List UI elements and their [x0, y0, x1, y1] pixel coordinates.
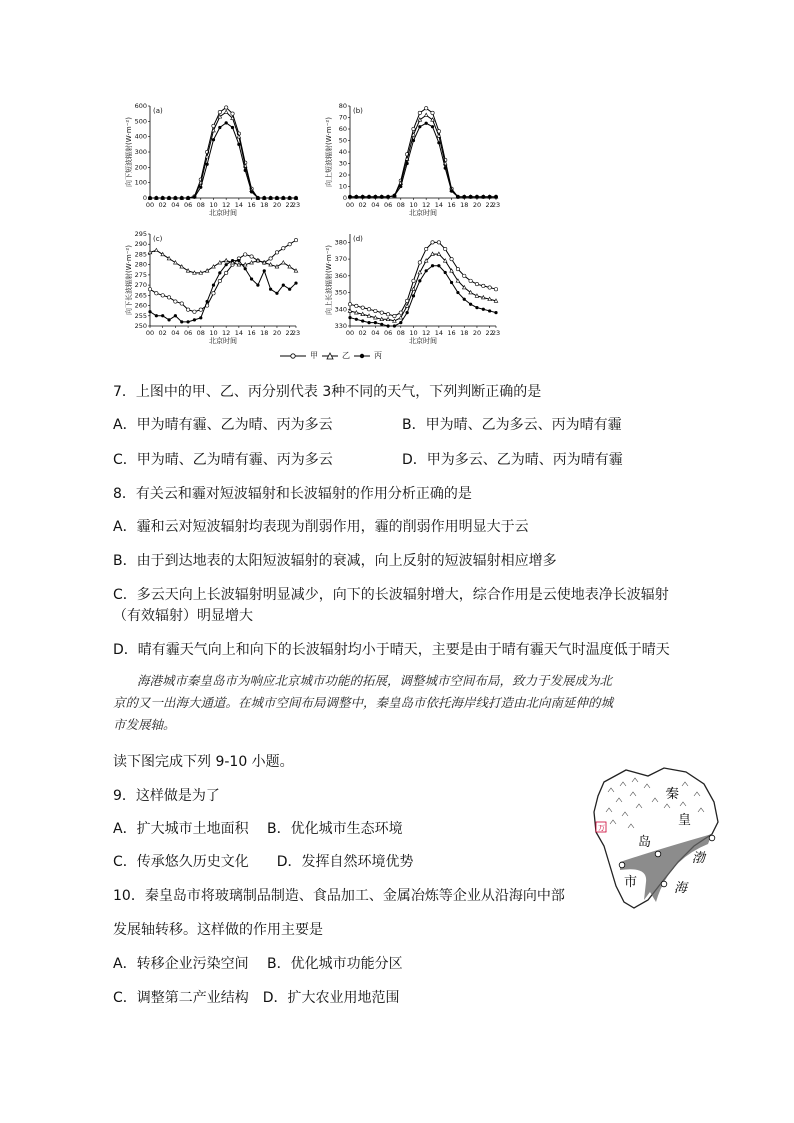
series-jia-line	[150, 240, 296, 312]
x-tick-label: 18	[260, 329, 269, 337]
x-tick-label: 10	[209, 201, 218, 209]
series-bing-line	[350, 123, 496, 197]
series-yi-line	[350, 115, 496, 197]
series-bing-point	[456, 195, 459, 198]
series-yi-point	[424, 113, 428, 116]
x-tick-label: 06	[183, 329, 193, 337]
x-tick-label: 00	[345, 201, 355, 209]
series-bing-point	[225, 121, 228, 124]
series-yi-line	[350, 254, 496, 321]
series-bing-point	[469, 195, 472, 198]
x-axis-label: 北京时间	[409, 209, 437, 217]
series-jia-point	[174, 300, 177, 303]
y-axis-label: 向下短波辐射(W·m⁻²)	[125, 117, 133, 187]
q9-options-cd[interactable]: C．传承悠久历史文化 D．发挥自然环境优势	[113, 854, 414, 870]
series-bing-point	[288, 288, 291, 291]
x-tick-label: 23	[291, 329, 301, 337]
series-jia-point	[437, 241, 440, 244]
y-tick-label: 50	[338, 136, 347, 145]
x-tick-label: 00	[145, 329, 155, 337]
series-bing-point	[355, 318, 358, 321]
series-bing-point	[386, 324, 389, 327]
x-tick-label: 23	[291, 201, 301, 209]
series-bing-point	[374, 321, 377, 324]
series-bing-point	[450, 281, 453, 284]
x-tick-label: 18	[460, 329, 469, 337]
x-tick-label: 16	[447, 201, 456, 209]
y-tick-label: 20	[338, 171, 347, 179]
q8-option-a[interactable]: A．霾和云对短波辐射均表现为削弱作用，霾的削弱作用明显大于云	[113, 519, 529, 535]
legend-label-bing: 丙	[374, 351, 382, 360]
series-bing-point	[418, 125, 421, 128]
legend-marker-jia	[280, 352, 306, 360]
series-jia-point	[193, 310, 196, 313]
y-tick-label: 70	[338, 113, 347, 122]
y-tick-label: 0	[142, 194, 147, 202]
passage-line-1: 海港城市秦皇岛市为响应北京城市功能的拓展，调整城市空间布局，致力于发展成为北	[137, 673, 613, 688]
x-tick-label: 12	[422, 329, 431, 337]
y-tick-label: 40	[338, 148, 347, 156]
x-tick-label: 22	[485, 201, 494, 209]
x-tick-label: 20	[272, 329, 282, 337]
series-yi-point	[155, 248, 159, 251]
y-tick-label: 265	[134, 291, 147, 300]
y-tick-label: 275	[134, 270, 147, 279]
x-tick-label: 10	[409, 201, 418, 209]
series-bing-point	[450, 190, 453, 193]
x-tick-label: 04	[171, 329, 180, 337]
series-bing-point	[231, 259, 234, 262]
x-tick-label: 20	[472, 201, 482, 209]
passage-line-2: 京的又一出海大通道。在城市空间布局调整中，秦皇岛市依托海岸线打造由北向南延伸的城	[113, 695, 614, 710]
series-bing-point	[186, 320, 189, 323]
x-axis-label: 北京时间	[409, 337, 437, 345]
map-char-3: 岛	[638, 835, 652, 850]
x-tick-label: 16	[247, 201, 256, 209]
series-jia-point	[450, 257, 453, 260]
series-jia-point	[424, 247, 427, 250]
series-bing-point	[186, 196, 189, 199]
x-tick-label: 00	[345, 329, 355, 337]
series-bing-point	[244, 169, 247, 172]
series-bing-point	[406, 311, 409, 314]
series-bing-point	[282, 196, 285, 199]
x-tick-label: 14	[434, 329, 444, 337]
series-jia-point	[212, 292, 215, 295]
series-bing-point	[475, 195, 478, 198]
series-jia-point	[494, 288, 497, 291]
y-tick-label: 330	[334, 322, 347, 330]
series-yi-point	[237, 135, 241, 138]
series-bing-point	[263, 196, 266, 199]
x-axis-label: 北京时间	[209, 337, 237, 345]
y-tick-label: 255	[134, 311, 147, 320]
y-tick-label: 285	[134, 250, 147, 259]
series-jia-point	[374, 309, 377, 312]
series-bing-point	[444, 271, 447, 274]
series-bing-point	[444, 167, 447, 170]
series-bing-point	[463, 298, 466, 301]
series-bing-point	[463, 195, 466, 198]
series-jia-point	[412, 279, 415, 282]
series-yi-point	[405, 304, 409, 307]
series-bing-point	[348, 195, 351, 198]
panel-label: (d)	[353, 235, 363, 243]
series-bing-point	[456, 291, 459, 294]
q10-options-ab[interactable]: A．转移企业污染空间 B．优化城市功能分区	[113, 956, 403, 972]
y-tick-label: 100	[134, 178, 147, 187]
series-jia-point	[418, 111, 421, 114]
series-bing-point	[244, 267, 247, 270]
y-tick-label: 10	[338, 182, 347, 191]
series-jia-point	[275, 251, 278, 254]
x-tick-label: 10	[409, 329, 418, 337]
series-bing-point	[250, 277, 253, 280]
y-tick-label: 400	[134, 132, 147, 141]
series-jia-point	[148, 288, 151, 291]
y-tick-label: 370	[334, 255, 347, 264]
series-bing-point	[218, 126, 221, 129]
x-tick-label: 02	[358, 329, 367, 337]
panel-label: (a)	[153, 107, 163, 115]
y-tick-label: 500	[134, 117, 147, 126]
legend-marker-bing	[354, 352, 370, 360]
x-tick-label: 20	[472, 329, 482, 337]
y-tick-label: 360	[334, 271, 347, 280]
series-bing-point	[148, 196, 151, 199]
y-tick-label: 290	[134, 240, 147, 249]
series-bing-point	[437, 141, 440, 144]
series-bing-point	[488, 195, 491, 198]
x-tick-label: 04	[371, 329, 380, 337]
series-jia-point	[431, 111, 434, 114]
series-jia-point	[224, 271, 227, 274]
x-tick-label: 12	[222, 329, 231, 337]
series-bing-point	[294, 281, 297, 284]
series-bing-point	[431, 264, 434, 267]
series-bing-point	[275, 196, 278, 199]
x-tick-label: 18	[260, 201, 269, 209]
y-tick-label: 250	[134, 322, 147, 330]
x-tick-label: 08	[396, 201, 405, 209]
series-jia-point	[199, 308, 202, 311]
series-jia-point	[244, 253, 247, 256]
series-bing-point	[393, 324, 396, 327]
x-tick-label: 08	[196, 201, 205, 209]
y-axis-label: 向上短波辐射(W·m⁻²)	[325, 117, 333, 187]
x-tick-label: 22	[285, 329, 294, 337]
series-jia-point	[155, 292, 158, 295]
x-tick-label: 00	[145, 201, 155, 209]
series-bing-point	[231, 126, 234, 129]
x-tick-label: 10	[209, 329, 218, 337]
x-tick-label: 06	[383, 201, 393, 209]
y-tick-label: 380	[334, 238, 347, 247]
q9-options-ab[interactable]: A．扩大城市土地面积 B．优化城市生态环境	[113, 821, 403, 837]
x-tick-label: 14	[434, 201, 444, 209]
x-tick-label: 23	[491, 329, 501, 337]
series-jia-point	[282, 247, 285, 250]
q10-options-cd[interactable]: C．调整第二产业结构 D．扩大农业用地范围	[113, 990, 400, 1006]
series-jia-point	[475, 282, 478, 285]
series-bing-point	[348, 316, 351, 319]
series-bing-point	[469, 303, 472, 306]
series-bing-point	[406, 162, 409, 165]
q8-option-b[interactable]: B．由于到达地表的太阳短波辐射的衰减，向上反射的短波辐射相应增多	[113, 553, 557, 569]
series-bing-point	[206, 300, 209, 303]
series-bing-point	[425, 122, 428, 125]
legend-marker-yi	[322, 352, 338, 360]
q10-stem-line-1: 10．秦皇岛市将玻璃制品制造、食品加工、金属冶炼等企业从沿海向中部	[113, 888, 565, 904]
series-jia-point	[186, 308, 189, 311]
series-bing-point	[212, 138, 215, 141]
q7-option-b[interactable]: B．甲为晴、乙为多云、丙为晴有霾	[402, 417, 622, 433]
q7-option-c[interactable]: C．甲为晴、乙为晴有霾、丙为多云	[113, 452, 333, 468]
x-tick-label: 18	[460, 201, 469, 209]
series-bing-point	[218, 271, 221, 274]
q8-option-c-continued: （有效辐射）明显增大	[113, 608, 253, 624]
q8-option-d[interactable]: D．晴有霾天气向上和向下的长波辐射均小于晴天，主要是由于晴有霾天气时温度低于晴天	[113, 642, 670, 658]
x-tick-label: 02	[158, 201, 167, 209]
series-bing-point	[488, 309, 491, 312]
series-jia-point	[431, 241, 434, 244]
series-jia-point	[367, 308, 370, 311]
y-tick-label: 0	[342, 194, 347, 202]
y-axis-label: 向下长波辐射(W·m⁻²)	[125, 245, 133, 315]
q7-option-a[interactable]: A．甲为晴有霾、乙为晴、丙为多云	[113, 417, 333, 433]
y-tick-label: 200	[134, 163, 147, 172]
series-jia-point	[380, 311, 383, 314]
series-bing-point	[380, 195, 383, 198]
series-jia-point	[294, 238, 297, 241]
series-bing-point	[494, 311, 497, 314]
series-bing-point	[225, 263, 228, 266]
series-yi-point	[282, 261, 286, 264]
series-bing-point	[374, 195, 377, 198]
x-tick-label: 14	[234, 201, 244, 209]
series-bing-point	[250, 190, 253, 193]
series-bing-point	[412, 294, 415, 297]
x-tick-label: 02	[158, 329, 167, 337]
y-tick-label: 270	[134, 281, 147, 290]
series-bing-point	[193, 318, 196, 321]
series-bing-point	[237, 259, 240, 262]
y-tick-label: 340	[334, 305, 347, 314]
series-jia-point	[348, 303, 351, 306]
series-jia-point	[482, 284, 485, 287]
q7-stem: 7．上图中的甲、乙、丙分别代表 3种不同的天气，下列判断正确的是	[113, 384, 542, 400]
series-bing-point	[269, 288, 272, 291]
series-bing-point	[256, 284, 259, 287]
series-jia-point	[444, 247, 447, 250]
series-bing-point	[212, 284, 215, 287]
qinhuangdao-map	[586, 762, 726, 912]
y-tick-label: 280	[134, 260, 147, 269]
map-char-6: 海	[674, 881, 688, 896]
map-char-5: 渤	[692, 851, 706, 866]
series-bing-point	[399, 321, 402, 324]
series-bing-point	[482, 195, 485, 198]
x-tick-label: 22	[485, 329, 494, 337]
series-bing-point	[399, 185, 402, 188]
series-jia-point	[456, 267, 459, 270]
series-jia-point	[224, 106, 227, 109]
x-tick-label: 08	[396, 329, 405, 337]
series-bing-point	[269, 196, 272, 199]
series-jia-point	[250, 255, 253, 258]
series-jia-point	[418, 261, 421, 264]
series-jia-point	[355, 304, 358, 307]
x-tick-label: 16	[247, 329, 256, 337]
series-jia-point	[269, 257, 272, 260]
series-bing-line	[150, 123, 296, 198]
series-jia-point	[167, 296, 170, 299]
chart-panel-b	[320, 100, 580, 224]
x-tick-label: 04	[171, 201, 180, 209]
series-yi-point	[224, 259, 228, 262]
y-axis-label: 向上长波辐射(W·m⁻²)	[325, 245, 333, 315]
series-bing-point	[437, 264, 440, 267]
series-jia-point	[361, 306, 364, 309]
series-bing-point	[174, 196, 177, 199]
series-bing-point	[418, 279, 421, 282]
series-bing-point	[412, 139, 415, 142]
series-bing-point	[237, 143, 240, 146]
x-tick-label: 04	[371, 201, 380, 209]
series-bing-point	[361, 319, 364, 322]
great-wall-label: 万	[598, 824, 605, 832]
series-jia-point	[393, 314, 396, 317]
series-jia-line	[350, 108, 496, 197]
series-jia-point	[218, 279, 221, 282]
series-bing-point	[393, 194, 396, 197]
series-bing-point	[386, 195, 389, 198]
x-tick-label: 22	[285, 201, 294, 209]
y-tick-label: 300	[134, 148, 147, 156]
map-char-4: 市	[624, 875, 638, 890]
series-bing-point	[282, 284, 285, 287]
series-bing-point	[155, 196, 158, 199]
x-tick-label: 14	[234, 329, 244, 337]
y-tick-label: 80	[338, 102, 347, 110]
series-bing-line	[150, 261, 296, 322]
series-jia-point	[288, 243, 291, 246]
series-jia-point	[180, 302, 183, 305]
series-bing-point	[167, 196, 170, 199]
series-bing-point	[167, 318, 170, 321]
series-yi-point	[224, 110, 228, 113]
series-bing-point	[367, 195, 370, 198]
x-tick-label: 12	[222, 201, 231, 209]
series-bing-point	[161, 196, 164, 199]
series-jia-point	[463, 274, 466, 277]
series-bing-point	[425, 269, 428, 272]
panel-label: (c)	[153, 235, 163, 243]
series-bing-point	[148, 310, 151, 313]
series-jia-point	[412, 127, 415, 130]
series-bing-point	[193, 196, 196, 199]
y-tick-label: 260	[134, 301, 147, 310]
series-jia-line	[350, 242, 496, 316]
x-tick-label: 02	[358, 201, 367, 209]
x-tick-label: 08	[196, 329, 205, 337]
series-bing-point	[367, 321, 370, 324]
y-tick-label: 30	[338, 159, 347, 168]
series-bing-point	[380, 323, 383, 326]
map-char-2: 皇	[678, 813, 692, 828]
series-bing-point	[294, 196, 297, 199]
series-bing-point	[431, 125, 434, 128]
series-bing-point	[263, 269, 266, 272]
panel-label: (b)	[353, 107, 363, 115]
series-jia-point	[469, 279, 472, 282]
series-jia-point	[488, 286, 491, 289]
map-char-1: 秦	[666, 787, 680, 802]
x-axis-label: 北京时间	[209, 209, 237, 217]
series-bing-point	[288, 196, 291, 199]
chart-legend	[280, 350, 382, 361]
series-bing-point	[275, 292, 278, 295]
reading-passage	[113, 670, 693, 736]
x-tick-label: 06	[183, 201, 193, 209]
y-tick-label: 600	[134, 102, 147, 110]
x-tick-label: 23	[491, 201, 501, 209]
series-jia-point	[161, 294, 164, 297]
q8-stem: 8．有关云和霾对短波辐射和长波辐射的作用分析正确的是	[113, 486, 472, 502]
series-jia-point	[399, 311, 402, 314]
series-jia-line	[150, 108, 296, 198]
q9-stem: 9．这样做是为了	[113, 788, 220, 804]
x-tick-label: 12	[422, 201, 431, 209]
x-tick-label: 20	[272, 201, 282, 209]
series-bing-point	[174, 314, 177, 317]
chart-panel-d	[320, 228, 580, 352]
series-jia-point	[424, 107, 427, 110]
series-bing-point	[161, 314, 164, 317]
y-tick-label: 60	[338, 125, 347, 133]
x-tick-label: 06	[383, 329, 393, 337]
series-bing-point	[475, 306, 478, 309]
series-bing-point	[180, 320, 183, 323]
series-jia-point	[218, 110, 221, 113]
series-bing-point	[256, 196, 259, 199]
series-bing-point	[494, 195, 497, 198]
legend-label-yi: 乙	[342, 351, 350, 360]
series-yi-point	[412, 287, 416, 290]
series-bing-point	[180, 196, 183, 199]
series-jia-point	[231, 112, 234, 115]
x-tick-label: 16	[447, 329, 456, 337]
series-bing-point	[199, 316, 202, 319]
series-bing-point	[155, 314, 158, 317]
intro-9-10: 读下图完成下列 9-10 小题。	[113, 754, 294, 770]
y-tick-label: 295	[134, 230, 147, 238]
q10-stem-line-2: 发展轴转移。这样做的作用主要是	[113, 922, 323, 938]
q7-option-d[interactable]: D．甲为多云、乙为晴、丙为晴有霾	[402, 452, 623, 468]
legend-label-jia: 甲	[310, 351, 318, 360]
passage-line-3: 市发展轴。	[113, 717, 176, 732]
series-bing-point	[206, 163, 209, 166]
series-jia-point	[386, 313, 389, 316]
y-tick-label: 350	[334, 288, 347, 297]
series-bing-point	[361, 195, 364, 198]
q8-option-c[interactable]: C．多云天向上长波辐射明显减少，向下的长波辐射增大，综合作用是云使地表净长波辐射	[113, 587, 669, 603]
series-bing-point	[199, 186, 202, 189]
series-bing-point	[482, 308, 485, 311]
series-bing-point	[355, 195, 358, 198]
